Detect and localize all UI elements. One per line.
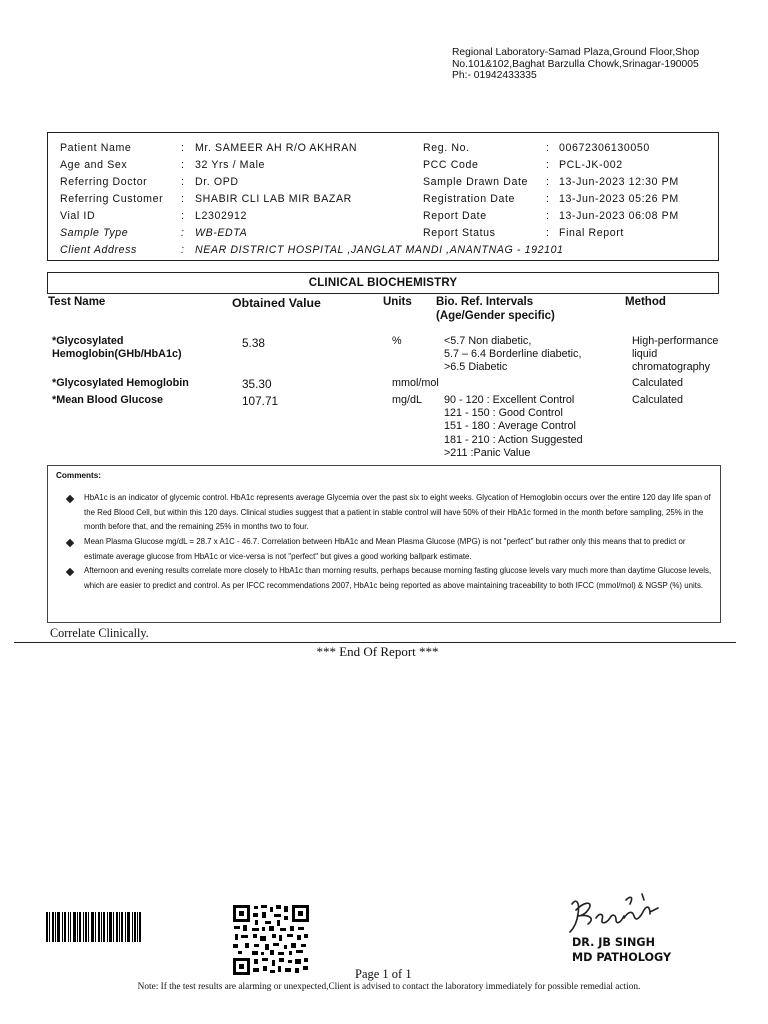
info-colon: :: [181, 176, 185, 188]
info-label: Report Date: [423, 210, 487, 222]
signatory-degree: MD PATHOLOGY: [572, 951, 672, 964]
test-value: 5.38: [242, 336, 265, 350]
info-value: 32 Yrs / Male: [195, 159, 266, 171]
ref-line: >6.5 Diabetic: [444, 361, 508, 374]
info-label: Patient Name: [60, 142, 132, 154]
ref-line: 5.7 – 6.4 Borderline diabetic,: [444, 348, 582, 361]
method-line: liquid: [632, 348, 658, 361]
info-row-referring-customer: [60, 193, 390, 210]
info-colon: :: [546, 176, 550, 188]
test-value: 35.30: [242, 377, 272, 391]
info-colon: :: [546, 159, 550, 171]
comments-box: [47, 465, 721, 623]
info-label: Sample Type: [60, 227, 129, 239]
ref-line: >211 :Panic Value: [444, 446, 531, 459]
info-label: Vial ID: [60, 210, 96, 222]
test-units: %: [392, 335, 402, 347]
department-title: CLINICAL BIOCHEMISTRY: [47, 272, 719, 294]
comments-title: Comments:: [56, 471, 102, 480]
info-row-registration-date: [423, 193, 713, 210]
info-label: Sample Drawn Date: [423, 176, 528, 188]
test-name: [52, 335, 182, 361]
info-label: Referring Doctor: [60, 176, 148, 188]
info-label: Reg. No.: [423, 142, 470, 154]
test-ref-intervals: [444, 335, 581, 375]
barcode-icon: [46, 912, 152, 942]
test-name: [52, 394, 163, 407]
info-row-client-address: [60, 244, 710, 261]
info-value: Dr. OPD: [195, 176, 239, 188]
info-row-vial-id: [60, 210, 390, 227]
test-name-line: *Glycosylated Hemoglobin: [52, 377, 189, 389]
info-colon: :: [546, 193, 550, 205]
info-value: SHABIR CLI LAB MIR BAZAR: [195, 193, 352, 205]
info-value: PCL-JK-002: [559, 159, 623, 171]
info-row-sample-type: [60, 227, 390, 244]
header-test-name: Test Name: [48, 296, 106, 308]
diamond-bullet-icon: [66, 495, 74, 503]
info-value: L2302912: [195, 210, 247, 222]
info-colon: :: [181, 193, 185, 205]
footer-note: Note: If the test results are alarming or unexpected,Client is advised to contact the laboratory immediately for possible remedial action.: [137, 982, 641, 992]
diamond-bullet-icon: [66, 568, 74, 576]
method-line: Calculated: [632, 394, 684, 406]
info-value: WB-EDTA: [195, 227, 248, 239]
lab-phone: Ph:- 01942433335: [452, 70, 537, 82]
test-units: mmol/mol: [392, 377, 439, 389]
test-name-line: *Glycosylated: [52, 335, 124, 347]
info-colon: :: [181, 244, 185, 256]
info-label: Referring Customer: [60, 193, 164, 205]
info-row-reg-no: [423, 142, 713, 159]
header-ref-intervals-sub: (Age/Gender specific): [436, 310, 555, 322]
info-row-pcc-code: [423, 159, 713, 176]
info-colon: :: [181, 210, 185, 222]
info-colon: :: [546, 142, 550, 154]
info-colon: :: [546, 227, 550, 239]
signatory-name: DR. JB SINGH: [572, 936, 655, 949]
info-colon: :: [181, 159, 185, 171]
correlate-clinically: Correlate Clinically.: [50, 626, 149, 640]
patient-info-box: [47, 132, 719, 261]
diamond-bullet-icon: [66, 539, 74, 547]
end-of-report: *** End Of Report ***: [316, 644, 439, 659]
header-method: Method: [625, 296, 666, 308]
client-address-value: NEAR DISTRICT HOSPITAL ,JANGLAT MANDI ,ANANTNAG - 192101: [195, 244, 564, 256]
info-value: Final Report: [559, 227, 624, 239]
info-value: 13-Jun-2023 12:30 PM: [559, 176, 679, 188]
test-method: [632, 377, 683, 390]
header-ref-intervals: Bio. Ref. Intervals: [436, 296, 534, 308]
comment-bullet: Mean Plasma Glucose mg/dL = 28.7 x A1C - 46.7. Correlation between HbA1c and Mean Plasma Glucose (MPG) is not "perfect" but rather only this means that to predict or estimate average glucose from HbA1c or vice-versa is not "perfect" but gives a good working ballpark estimate.: [84, 537, 686, 561]
info-colon: :: [181, 227, 185, 239]
method-line: Calculated: [632, 377, 684, 389]
page-number: Page 1 of 1: [355, 967, 412, 981]
test-name-line: Hemoglobin(GHb/HbA1c): [52, 348, 182, 361]
header-units: Units: [383, 296, 412, 308]
comment-bullet: HbA1c is an indicator of glycemic control. HbA1c represents average Glycemia over the past six to eight weeks. Glycation of Hemoglobin occurs over the entire 120 day life span of the Red Blood Cell, but within this 120 days. Clinical studies suggest that a patient in stable control will have 50% of their HbA1c formed in the month before sampling, 25% in the month before that, and the remaining 25% in months two to four.: [84, 493, 711, 532]
signature-icon: [558, 888, 678, 938]
test-name: [52, 377, 189, 390]
method-line: High-performance: [632, 335, 719, 347]
info-label: PCC Code: [423, 159, 479, 171]
info-colon: :: [546, 210, 550, 222]
info-value: 13-Jun-2023 05:26 PM: [559, 193, 679, 205]
test-method: [632, 394, 683, 407]
info-row-age-sex: [60, 159, 390, 176]
lab-address-line-2: No.101&102,Baghat Barzulla Chowk,Srinagar-190005: [452, 58, 699, 70]
info-row-report-date: [423, 210, 713, 227]
info-label: Registration Date: [423, 193, 516, 205]
info-value: 00672306130050: [559, 142, 650, 154]
test-method: [632, 335, 718, 375]
header-obtained-value: Obtained Value: [232, 296, 321, 310]
info-row-report-status: [423, 227, 713, 244]
info-value: 13-Jun-2023 06:08 PM: [559, 210, 679, 222]
comment-bullet: Afternoon and evening results correlate more closely to HbA1c than morning results, perhaps because morning fasting glucose levels vary much more than daytime Glucose levels, which are easier to predict and control. As per IFCC recommendations 2007, HbA1c being reported as above maintaining traceability to both IFCC (mmol/mol) & NGSP (%) units.: [84, 566, 712, 590]
divider-line: [14, 642, 736, 643]
info-label: Report Status: [423, 227, 496, 239]
test-units: mg/dL: [392, 394, 423, 406]
method-line: chromatography: [632, 361, 711, 374]
test-value: 107.71: [242, 394, 279, 408]
info-label: Client Address: [60, 244, 137, 256]
ref-line: 151 - 180 : Average Control: [444, 420, 576, 433]
ref-line: <5.7 Non diabetic,: [444, 335, 532, 347]
qr-code-icon: [232, 904, 310, 976]
ref-line: 121 - 150 : Good Control: [444, 407, 563, 420]
test-name-line: *Mean Blood Glucose: [52, 394, 163, 406]
ref-line: 181 - 210 : Action Suggested: [444, 433, 583, 446]
lab-address-line-1: Regional Laboratory-Samad Plaza,Ground Floor,Shop: [452, 47, 700, 58]
info-label: Age and Sex: [60, 159, 128, 171]
info-colon: :: [181, 142, 185, 154]
info-value: Mr. SAMEER AH R/O AKHRAN: [195, 142, 358, 154]
info-row-referring-doctor: [60, 176, 390, 193]
test-ref-intervals: [444, 394, 583, 460]
lab-address: [452, 47, 699, 82]
info-row-patient-name: [60, 142, 390, 159]
ref-line: 90 - 120 : Excellent Control: [444, 394, 575, 406]
info-row-sample-drawn-date: [423, 176, 713, 193]
